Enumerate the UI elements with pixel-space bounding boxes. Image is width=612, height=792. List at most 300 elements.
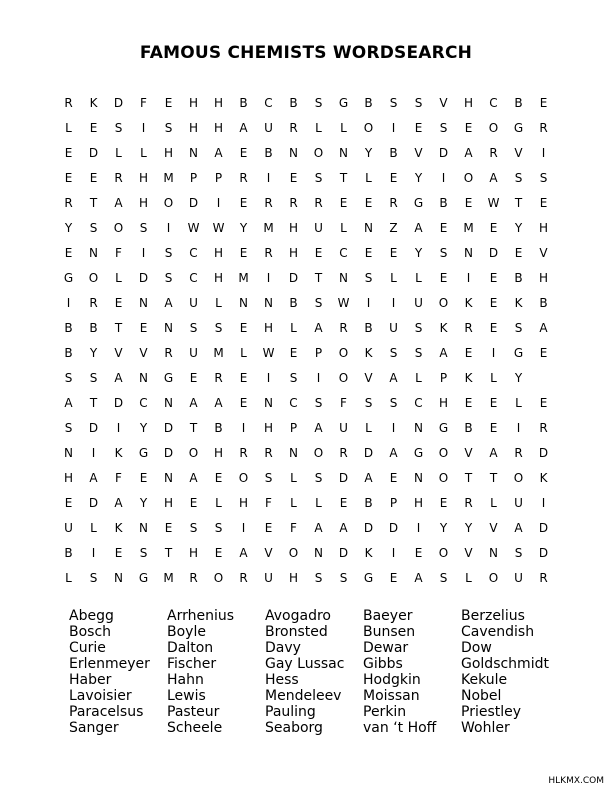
grid-cell[interactable]: T [89, 196, 98, 210]
grid-cell[interactable]: N [289, 146, 298, 160]
grid-cell[interactable]: H [213, 246, 224, 260]
grid-cell[interactable]: P [389, 496, 398, 510]
grid-cell[interactable]: N [114, 571, 123, 585]
grid-cell[interactable]: C [289, 396, 298, 410]
grid-cell[interactable]: E [239, 396, 248, 410]
grid-cell[interactable]: E [289, 171, 298, 185]
grid-cell[interactable]: E [489, 321, 498, 335]
grid-cell[interactable]: H [163, 146, 174, 160]
grid-cell[interactable]: C [414, 396, 423, 410]
grid-cell[interactable]: D [163, 421, 174, 435]
grid-cell[interactable]: A [314, 521, 323, 535]
grid-cell[interactable]: H [213, 121, 224, 135]
grid-cell[interactable]: D [138, 271, 149, 285]
grid-cell[interactable]: S [514, 171, 523, 185]
grid-cell[interactable]: E [389, 171, 398, 185]
grid-cell[interactable]: R [289, 196, 298, 210]
grid-cell[interactable]: E [189, 371, 198, 385]
grid-cell[interactable]: E [414, 121, 423, 135]
grid-cell[interactable]: E [239, 321, 248, 335]
grid-cell[interactable]: H [188, 96, 199, 110]
grid-cell[interactable]: R [389, 196, 398, 210]
grid-cell[interactable]: L [465, 571, 472, 585]
grid-cell[interactable]: E [464, 196, 473, 210]
grid-cell[interactable]: E [239, 371, 248, 385]
grid-cell[interactable]: K [514, 296, 523, 310]
grid-cell[interactable]: G [413, 196, 424, 210]
grid-cell[interactable]: L [290, 471, 297, 485]
grid-cell[interactable]: E [439, 221, 448, 235]
grid-cell[interactable]: G [138, 571, 149, 585]
grid-cell[interactable]: S [439, 121, 448, 135]
grid-cell[interactable]: E [314, 246, 323, 260]
grid-cell[interactable]: A [164, 296, 173, 310]
grid-cell[interactable]: R [339, 446, 348, 460]
grid-cell[interactable]: E [489, 396, 498, 410]
grid-cell[interactable]: I [516, 421, 521, 435]
grid-cell[interactable]: I [266, 171, 271, 185]
grid-cell[interactable]: D [538, 521, 549, 535]
grid-cell[interactable]: L [115, 146, 122, 160]
grid-cell[interactable]: R [514, 446, 523, 460]
grid-cell[interactable]: R [539, 421, 548, 435]
grid-cell[interactable]: R [239, 446, 248, 460]
grid-cell[interactable]: A [314, 321, 323, 335]
grid-cell[interactable]: U [514, 496, 523, 510]
grid-cell[interactable]: N [64, 446, 73, 460]
grid-cell[interactable]: I [141, 121, 146, 135]
grid-cell[interactable]: O [188, 446, 199, 460]
grid-cell[interactable]: Y [139, 496, 148, 510]
grid-cell[interactable]: L [415, 371, 422, 385]
grid-cell[interactable]: B [89, 321, 98, 335]
grid-cell[interactable]: G [138, 446, 149, 460]
grid-cell[interactable]: I [266, 371, 271, 385]
grid-cell[interactable]: V [439, 96, 448, 110]
grid-cell[interactable]: U [514, 571, 523, 585]
grid-cell[interactable]: L [115, 271, 122, 285]
grid-cell[interactable]: N [414, 471, 423, 485]
grid-cell[interactable]: T [514, 196, 523, 210]
grid-cell[interactable]: D [338, 471, 349, 485]
grid-cell[interactable]: R [264, 196, 273, 210]
grid-cell[interactable]: V [539, 246, 548, 260]
grid-cell[interactable]: N [139, 296, 148, 310]
grid-cell[interactable]: E [364, 196, 373, 210]
grid-cell[interactable]: E [464, 396, 473, 410]
grid-cell[interactable]: D [88, 496, 99, 510]
grid-cell[interactable]: S [389, 96, 398, 110]
grid-cell[interactable]: L [290, 321, 297, 335]
grid-cell[interactable]: R [264, 446, 273, 460]
grid-cell[interactable]: E [239, 246, 248, 260]
grid-cell[interactable]: R [214, 371, 223, 385]
grid-cell[interactable]: O [363, 121, 374, 135]
grid-cell[interactable]: E [414, 546, 423, 560]
grid-cell[interactable]: S [414, 321, 423, 335]
grid-cell[interactable]: D [113, 396, 124, 410]
grid-cell[interactable]: B [514, 96, 523, 110]
grid-cell[interactable]: U [189, 346, 198, 360]
grid-cell[interactable]: L [215, 296, 222, 310]
grid-cell[interactable]: D [488, 246, 499, 260]
grid-cell[interactable]: D [113, 96, 124, 110]
grid-cell[interactable]: A [89, 471, 98, 485]
grid-cell[interactable]: L [215, 496, 222, 510]
grid-cell[interactable]: K [364, 546, 373, 560]
grid-cell[interactable]: O [438, 296, 449, 310]
grid-cell[interactable]: I [391, 421, 396, 435]
grid-cell[interactable]: E [389, 471, 398, 485]
grid-cell[interactable]: B [214, 421, 223, 435]
grid-cell[interactable]: R [264, 246, 273, 260]
grid-cell[interactable]: A [489, 171, 498, 185]
grid-cell[interactable]: W [487, 196, 500, 210]
grid-cell[interactable]: H [238, 496, 249, 510]
grid-cell[interactable]: N [489, 546, 498, 560]
grid-cell[interactable]: S [514, 546, 523, 560]
grid-cell[interactable]: R [114, 171, 123, 185]
grid-cell[interactable]: N [264, 296, 273, 310]
grid-cell[interactable]: C [189, 271, 198, 285]
grid-cell[interactable]: S [439, 246, 448, 260]
grid-cell[interactable]: H [213, 446, 224, 460]
grid-cell[interactable]: O [238, 471, 249, 485]
grid-cell[interactable]: E [489, 421, 498, 435]
grid-cell[interactable]: E [64, 246, 73, 260]
grid-cell[interactable]: I [91, 546, 96, 560]
grid-cell[interactable]: E [214, 471, 223, 485]
grid-cell[interactable]: E [189, 496, 198, 510]
grid-cell[interactable]: E [514, 246, 523, 260]
grid-cell[interactable]: Y [364, 146, 373, 160]
grid-cell[interactable]: Y [414, 246, 423, 260]
grid-cell[interactable]: O [463, 171, 474, 185]
grid-cell[interactable]: H [538, 271, 549, 285]
grid-cell[interactable]: A [389, 371, 398, 385]
grid-cell[interactable]: Y [239, 221, 248, 235]
grid-cell[interactable]: S [314, 571, 323, 585]
grid-cell[interactable]: E [389, 246, 398, 260]
grid-cell[interactable]: F [115, 246, 122, 260]
grid-cell[interactable]: I [391, 546, 396, 560]
grid-cell[interactable]: V [114, 346, 123, 360]
grid-cell[interactable]: S [89, 571, 98, 585]
grid-cell[interactable]: H [263, 321, 274, 335]
grid-cell[interactable]: S [64, 371, 73, 385]
grid-cell[interactable]: S [189, 321, 198, 335]
grid-cell[interactable]: D [363, 521, 374, 535]
grid-cell[interactable]: S [314, 171, 323, 185]
grid-cell[interactable]: E [464, 121, 473, 135]
grid-cell[interactable]: P [289, 421, 298, 435]
grid-cell[interactable]: P [439, 371, 448, 385]
grid-cell[interactable]: S [264, 471, 273, 485]
grid-cell[interactable]: H [538, 221, 549, 235]
grid-cell[interactable]: R [64, 96, 73, 110]
grid-cell[interactable]: H [288, 246, 299, 260]
grid-cell[interactable]: Y [514, 371, 523, 385]
grid-cell[interactable]: A [239, 121, 248, 135]
grid-cell[interactable]: D [338, 546, 349, 560]
grid-cell[interactable]: K [464, 296, 473, 310]
grid-cell[interactable]: R [289, 121, 298, 135]
grid-cell[interactable]: N [289, 446, 298, 460]
grid-cell[interactable]: K [364, 346, 373, 360]
grid-cell[interactable]: E [139, 321, 148, 335]
grid-cell[interactable]: I [466, 271, 471, 285]
grid-cell[interactable]: H [138, 171, 149, 185]
grid-cell[interactable]: R [64, 196, 73, 210]
grid-cell[interactable]: R [489, 146, 498, 160]
grid-cell[interactable]: U [64, 521, 73, 535]
grid-cell[interactable]: S [314, 471, 323, 485]
grid-cell[interactable]: K [464, 371, 473, 385]
grid-cell[interactable]: B [64, 346, 73, 360]
grid-cell[interactable]: V [464, 446, 473, 460]
grid-cell[interactable]: C [264, 96, 273, 110]
grid-cell[interactable]: L [315, 496, 322, 510]
grid-cell[interactable]: O [213, 571, 224, 585]
grid-cell[interactable]: W [187, 221, 200, 235]
grid-cell[interactable]: W [262, 346, 275, 360]
grid-cell[interactable]: S [389, 396, 398, 410]
grid-cell[interactable]: G [338, 96, 349, 110]
grid-cell[interactable]: Y [464, 521, 473, 535]
grid-cell[interactable]: G [513, 121, 524, 135]
grid-cell[interactable]: M [263, 221, 274, 235]
grid-cell[interactable]: I [116, 421, 121, 435]
grid-cell[interactable]: H [288, 571, 299, 585]
grid-cell[interactable]: R [539, 571, 548, 585]
grid-cell[interactable]: R [89, 296, 98, 310]
grid-cell[interactable]: O [338, 346, 349, 360]
grid-cell[interactable]: B [239, 96, 248, 110]
grid-cell[interactable]: E [89, 121, 98, 135]
grid-cell[interactable]: C [489, 96, 498, 110]
grid-cell[interactable]: A [64, 396, 73, 410]
grid-cell[interactable]: R [239, 171, 248, 185]
grid-cell[interactable]: R [464, 321, 473, 335]
grid-cell[interactable]: I [216, 196, 221, 210]
grid-cell[interactable]: I [541, 496, 546, 510]
grid-cell[interactable]: N [139, 521, 148, 535]
grid-cell[interactable]: O [488, 571, 499, 585]
grid-cell[interactable]: E [239, 196, 248, 210]
grid-cell[interactable]: Y [89, 346, 98, 360]
grid-cell[interactable]: B [289, 296, 298, 310]
grid-cell[interactable]: D [388, 521, 399, 535]
grid-cell[interactable]: T [314, 271, 323, 285]
grid-cell[interactable]: H [413, 496, 424, 510]
grid-cell[interactable]: D [538, 546, 549, 560]
grid-cell[interactable]: L [365, 421, 372, 435]
grid-cell[interactable]: G [513, 346, 524, 360]
grid-cell[interactable]: A [539, 321, 548, 335]
grid-cell[interactable]: A [189, 396, 198, 410]
grid-cell[interactable]: H [188, 121, 199, 135]
grid-cell[interactable]: E [489, 271, 498, 285]
grid-cell[interactable]: E [539, 346, 548, 360]
grid-cell[interactable]: S [364, 271, 373, 285]
grid-cell[interactable]: B [389, 146, 398, 160]
grid-cell[interactable]: I [416, 521, 421, 535]
grid-cell[interactable]: N [139, 371, 148, 385]
grid-cell[interactable]: F [340, 396, 347, 410]
grid-cell[interactable]: K [439, 321, 448, 335]
grid-cell[interactable]: A [439, 346, 448, 360]
grid-cell[interactable]: B [464, 421, 473, 435]
grid-cell[interactable]: W [337, 296, 350, 310]
grid-cell[interactable]: D [188, 196, 199, 210]
grid-cell[interactable]: A [364, 471, 373, 485]
grid-cell[interactable]: S [339, 571, 348, 585]
grid-cell[interactable]: U [264, 121, 273, 135]
grid-cell[interactable]: K [114, 521, 123, 535]
grid-cell[interactable]: N [164, 471, 173, 485]
grid-cell[interactable]: H [263, 421, 274, 435]
grid-cell[interactable]: N [339, 271, 348, 285]
grid-cell[interactable]: V [514, 146, 523, 160]
grid-cell[interactable]: I [391, 121, 396, 135]
grid-cell[interactable]: S [139, 221, 148, 235]
grid-cell[interactable]: F [265, 496, 272, 510]
grid-cell[interactable]: P [314, 346, 323, 360]
grid-cell[interactable]: V [489, 521, 498, 535]
grid-cell[interactable]: I [366, 296, 371, 310]
grid-cell[interactable]: O [338, 371, 349, 385]
grid-cell[interactable]: E [539, 96, 548, 110]
grid-cell[interactable]: S [314, 96, 323, 110]
grid-cell[interactable]: Y [64, 221, 73, 235]
grid-cell[interactable]: E [439, 271, 448, 285]
grid-cell[interactable]: N [239, 296, 248, 310]
grid-cell[interactable]: N [364, 221, 373, 235]
grid-cell[interactable]: A [414, 221, 423, 235]
grid-cell[interactable]: S [389, 346, 398, 360]
grid-cell[interactable]: C [139, 396, 148, 410]
grid-cell[interactable]: F [140, 96, 147, 110]
grid-cell[interactable]: D [88, 421, 99, 435]
grid-cell[interactable]: A [114, 496, 123, 510]
grid-cell[interactable]: A [389, 446, 398, 460]
grid-cell[interactable]: A [114, 371, 123, 385]
grid-cell[interactable]: S [439, 571, 448, 585]
grid-cell[interactable]: B [264, 146, 273, 160]
grid-cell[interactable]: N [314, 546, 323, 560]
grid-cell[interactable]: F [290, 521, 297, 535]
grid-cell[interactable]: L [340, 221, 347, 235]
grid-cell[interactable]: E [64, 171, 73, 185]
grid-cell[interactable]: E [389, 571, 398, 585]
grid-cell[interactable]: A [239, 546, 248, 560]
grid-cell[interactable]: A [114, 196, 123, 210]
grid-cell[interactable]: A [214, 146, 223, 160]
grid-cell[interactable]: U [339, 421, 348, 435]
grid-cell[interactable]: T [189, 421, 198, 435]
grid-cell[interactable]: B [439, 196, 448, 210]
grid-cell[interactable]: O [313, 146, 324, 160]
grid-cell[interactable]: T [339, 171, 348, 185]
grid-cell[interactable]: E [164, 96, 173, 110]
grid-cell[interactable]: C [189, 246, 198, 260]
grid-cell[interactable]: M [463, 221, 474, 235]
grid-cell[interactable]: B [364, 96, 373, 110]
grid-cell[interactable]: S [514, 321, 523, 335]
grid-cell[interactable]: L [390, 271, 397, 285]
grid-cell[interactable]: N [164, 321, 173, 335]
grid-cell[interactable]: U [389, 321, 398, 335]
grid-cell[interactable]: G [63, 271, 74, 285]
grid-cell[interactable]: E [464, 346, 473, 360]
grid-cell[interactable]: S [539, 171, 548, 185]
grid-cell[interactable]: N [464, 246, 473, 260]
grid-cell[interactable]: H [63, 471, 74, 485]
grid-cell[interactable]: I [316, 371, 321, 385]
grid-cell[interactable]: O [288, 546, 299, 560]
grid-cell[interactable]: L [415, 271, 422, 285]
grid-cell[interactable]: I [241, 521, 246, 535]
grid-cell[interactable]: S [139, 546, 148, 560]
grid-cell[interactable]: T [489, 471, 498, 485]
grid-cell[interactable]: N [164, 396, 173, 410]
grid-cell[interactable]: E [114, 296, 123, 310]
grid-cell[interactable]: S [89, 371, 98, 385]
grid-cell[interactable]: E [164, 521, 173, 535]
grid-cell[interactable]: O [313, 446, 324, 460]
grid-cell[interactable]: V [139, 346, 148, 360]
grid-cell[interactable]: R [339, 321, 348, 335]
grid-cell[interactable]: O [163, 196, 174, 210]
grid-cell[interactable]: D [438, 146, 449, 160]
grid-cell[interactable]: S [164, 121, 173, 135]
grid-cell[interactable]: G [363, 571, 374, 585]
grid-cell[interactable]: R [189, 571, 198, 585]
grid-cell[interactable]: E [64, 146, 73, 160]
grid-cell[interactable]: O [88, 271, 99, 285]
grid-cell[interactable]: B [539, 296, 548, 310]
grid-cell[interactable]: M [213, 346, 224, 360]
grid-cell[interactable]: I [391, 296, 396, 310]
grid-cell[interactable]: B [364, 321, 373, 335]
grid-cell[interactable]: C [339, 246, 348, 260]
grid-cell[interactable]: O [438, 546, 449, 560]
grid-cell[interactable]: N [264, 396, 273, 410]
grid-cell[interactable]: K [539, 471, 548, 485]
grid-cell[interactable]: K [89, 96, 98, 110]
grid-cell[interactable]: B [64, 546, 73, 560]
grid-cell[interactable]: U [314, 221, 323, 235]
grid-cell[interactable]: L [240, 346, 247, 360]
grid-cell[interactable]: R [164, 346, 173, 360]
grid-cell[interactable]: S [414, 96, 423, 110]
grid-cell[interactable]: S [164, 271, 173, 285]
grid-cell[interactable]: I [141, 246, 146, 260]
grid-cell[interactable] [531, 367, 556, 392]
grid-cell[interactable]: V [464, 546, 473, 560]
grid-cell[interactable]: E [539, 396, 548, 410]
grid-cell[interactable]: S [214, 521, 223, 535]
grid-cell[interactable]: L [490, 371, 497, 385]
grid-cell[interactable]: B [514, 271, 523, 285]
grid-cell[interactable]: V [364, 371, 373, 385]
grid-cell[interactable]: R [539, 121, 548, 135]
grid-cell[interactable]: H [213, 271, 224, 285]
grid-cell[interactable]: W [212, 221, 225, 235]
grid-cell[interactable]: U [414, 296, 423, 310]
grid-cell[interactable]: S [314, 396, 323, 410]
grid-cell[interactable]: G [163, 371, 174, 385]
